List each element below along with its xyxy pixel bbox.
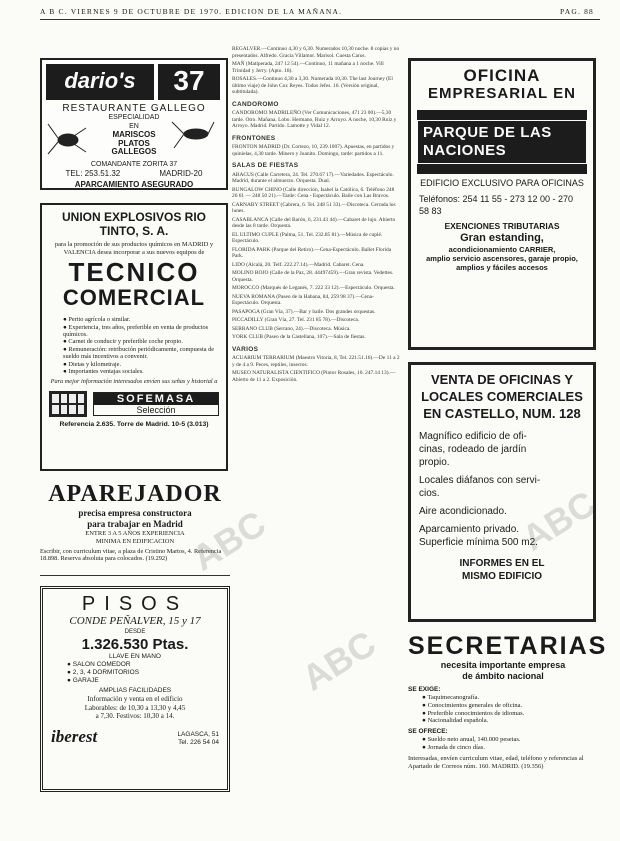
- darios-owner: COMANDANTE ZORITA 37: [90, 161, 178, 168]
- pisos-price: 1.326.530 Ptas.: [81, 636, 189, 653]
- parque-servicio: amplio servicio ascensores, garaje propio, amplios y fáciles accesos: [426, 254, 578, 272]
- watermark: ABC: [514, 482, 603, 559]
- listing-entry: YORK CLUB (Paseo de la Castellana, 107).—Sala de fiestas.: [232, 334, 366, 340]
- listing-entry: FRONTON MADRID (Dr. Cortezo, 10, 239.1007). Apuestas, en partidos y quinielas, 4,30 tarde. Minero y Juanito. Domingo, tarde: partidos a 11.: [232, 144, 395, 157]
- section-heading-varios: VARIOS: [232, 345, 259, 353]
- listing-entry: ABACUS (Calle Carretera, 24. Tel. 270.67 17).—Variedades. Espectáculo. Madrid, durante el almuerzo. Orquesta. Dual.: [232, 171, 394, 184]
- secretarias-exigen-head: SE EXIGE:: [408, 686, 441, 693]
- aparejador-body: Escribir, con curriculum vitae, a plaza de Cristino Martos, 4. Referencia 18.898. Reserva absoluta para colocados. (19.292): [40, 548, 222, 563]
- listing-entry: BUNGALOW CHINO (Calle dirección, Isabel la Católica, 6. Teléfono 248 26 61 — 248 50 21).—Tarde: Cena - Espectáculo. Baile con Las Bravos.: [232, 186, 395, 199]
- watermark: ABC: [184, 502, 273, 579]
- aparejador-line4: MINIMA EN EDIFICACION: [95, 538, 175, 545]
- castello-head2: LOCALES COMERCIALES: [421, 389, 583, 404]
- castello-line: Locales diáfanos con servi-: [419, 475, 541, 486]
- list-item: ● Experiencia, tres años, preferible en venta de productos químicos.: [63, 324, 219, 339]
- listing-entry: NUEVA ROMANA (Paseo de la Habana, 84, 259 98 37).—Cena-Espectáculo. Orquesta.: [232, 293, 374, 306]
- explosivos-footer: Para mejor información interesados envíen sus señas y historial a: [50, 378, 218, 386]
- section-heading-salas: SALAS DE FIESTAS: [232, 162, 299, 169]
- explosivos-title2: COMERCIAL: [62, 285, 206, 311]
- pisos-hours1: Laborables: de 10,30 a 13,30 y 4,45: [84, 703, 186, 712]
- page-number: PAG. 88: [560, 7, 594, 16]
- darios-specialty-5: GALLEGOS: [111, 147, 157, 156]
- explosivos-ad: [40, 203, 228, 471]
- list-item: ● 2, 3, 4 DORMITORIOS: [67, 669, 219, 677]
- list-item: ● Jornada de cinco días.: [422, 744, 598, 752]
- pisos-features: [51, 661, 219, 685]
- listing-entry: FLORIDA PARK (Parque del Retiro).—Cena-Espectáculo. Ballet Florida Park.: [232, 246, 392, 259]
- castello-line: cinas, rodeado de jardín: [419, 444, 527, 455]
- sofemasa-logo-icon: [49, 391, 87, 417]
- secretarias-exigen-list: [408, 694, 598, 725]
- list-item: ● Remuneración: retribución periódicamente, compuesta de sueldo más incentivos a convenir.: [63, 346, 219, 361]
- secretarias-ofrece-head: SE OFRECE:: [408, 728, 448, 736]
- castello-info1: INFORMES EN EL: [459, 558, 545, 569]
- castello-head3: EN CASTELLO, NUM. 128: [423, 406, 581, 421]
- secretarias-ad: [408, 632, 608, 800]
- castello-line: propio.: [419, 457, 450, 468]
- parque-head2: EMPRESARIAL EN: [428, 85, 576, 102]
- darios-specialty-4: PLATOS: [118, 138, 150, 148]
- parque-edificio: EDIFICIO EXCLUSIVO PARA OFICINAS: [420, 178, 584, 188]
- castello-line: Magnífico edificio de ofi-: [419, 431, 527, 442]
- darios-specialty-1: ESPECIALIDAD: [108, 114, 160, 121]
- list-item: ● Importantes ventajas sociales.: [63, 368, 219, 375]
- sofemasa-sub: Selección: [136, 404, 176, 415]
- list-item: ● Taquimecanografía.: [422, 694, 598, 702]
- iberest-phone: Tel. 226 54 04: [178, 738, 219, 746]
- pisos-keys: LLAVE EN MANO: [109, 653, 161, 660]
- castello-line: Aire acondicionado.: [419, 506, 507, 517]
- aparejador-line3: ENTRE 3 A 5 AÑOS EXPERIENCIA: [85, 530, 185, 537]
- masthead: [40, 7, 600, 20]
- darios-subtitle: RESTAURANTE GALLEGO: [62, 103, 206, 114]
- list-item: ● Preferible conocimientos de idiomas.: [422, 710, 598, 718]
- listing-entry: EL ULTIMO CUPLE (Palma, 51. Tel. 232.85 81).—Música de cuplé. Espectáculo.: [232, 231, 383, 244]
- parque-standing: Gran estanding,: [460, 232, 544, 244]
- parque-carrier: acondicionamiento CARRIER,: [448, 245, 556, 254]
- list-item: ● Conocimientos generales de oficina.: [422, 702, 598, 710]
- castello-line: cios.: [419, 488, 440, 499]
- list-item: ● Dietas y kilometraje.: [63, 361, 219, 368]
- listings-column: [232, 46, 400, 831]
- list-item: ● SALON COMEDOR: [67, 661, 219, 669]
- parque-tel-label: Teléfonos:: [419, 194, 461, 204]
- list-item: ● Nacionalidad española.: [422, 717, 598, 725]
- iberest-logo: iberest: [51, 726, 98, 746]
- parque-exenciones: EXENCIONES TRIBUTARIAS: [444, 221, 560, 231]
- secretarias-footer: Interesadas, envíen curriculum vitae, edad, teléfono y referencias al Apartado de Correos núm. 160. MADRID. (19.356): [408, 754, 584, 770]
- sofemasa-name: SOFEMASA: [94, 393, 218, 405]
- secretarias-title: SECRETARIAS: [408, 632, 608, 660]
- listing-entry: MAÑ (Matiperada, 247 12 54).—Continuo, 11 mañana a 1 noche. Vill Trinidad y Jerry. (Apto. 18).: [232, 61, 384, 74]
- listing-entry: LIDO (Alcalá, 20. Telf. 222.27.14).—Madrid. Cabaret. Cena.: [232, 261, 365, 268]
- parque-phones: 254 11 55 - 273 12 00 - 270 58 83: [419, 194, 573, 216]
- darios-specialty-2: EN: [129, 122, 139, 130]
- list-item: ● Sueldo neto anual, 140.000 pesetas.: [422, 736, 598, 744]
- list-item: ● Carnet de conducir y preferible coche propio.: [63, 338, 219, 345]
- section-heading-candoromo: CANDOROMO: [232, 100, 279, 108]
- castello-line: Superficie mínima 500 m2.: [419, 537, 538, 548]
- section-heading-frontones: FRONTONES: [232, 134, 276, 142]
- secretarias-ofrece-list: [408, 736, 598, 752]
- darios-logo: dario's: [46, 64, 154, 100]
- listing-entry: CARNABY STREET (Cabrera, 6. Tel. 248 51 33).—Discoteca. Cerrada los lunes.: [232, 201, 396, 214]
- listing-entry: PICCADILLY (Gran Vía, 27. Tel. 231 85 78).—Discoteca.: [232, 317, 360, 323]
- aparejador-line1: precisa empresa constructora: [78, 508, 192, 518]
- listing-entry: ROSALES.—Continuo 4,30 a 3,30. Numerada 10,30. The last Journey (El último viaje) de John Cox Reyes. Todos Jefes. 16. (Versión original, subtitulada).: [232, 76, 393, 95]
- listing-entry: PASAPOGA (Gran Vía, 37).—Bar y baile. Dos grandes orquestas.: [232, 308, 376, 315]
- listing-entry: MOLINO ROJO (Calle de la Paz, 28. 44497459).—Gran revista. Vedettes. Orquesta.: [232, 270, 394, 283]
- parque-brand: PARQUE DE LAS NACIONES: [423, 124, 552, 159]
- listing-entry: MOROCCO (Marqués de Leganés, 7. 222 33 12).—Espectáculo. Orquesta.: [232, 285, 395, 291]
- darios-specialty-3: MARISCOS: [112, 130, 156, 139]
- listing-entry: SERRANO CLUB (Serrano, 24).—Discoteca. Música.: [232, 325, 351, 332]
- pisos-desde: DESDE: [124, 629, 146, 635]
- darios-number: 37: [158, 64, 220, 100]
- masthead-text: A B C. VIERNES 9 DE OCTUBRE DE 1970. EDICION DE LA MAÑANA.: [40, 7, 343, 16]
- castello-head1: VENTA DE OFICINAS Y: [430, 372, 574, 387]
- listing-entry: REGALVER.—Continuo 4,30 y 6,30. Numerados 10,30 noche. 8 copias y no presentados. Alfredo. Gracia Villamor. Marisol. Cuesta Caros.: [232, 46, 400, 59]
- explosivos-company: UNION EXPLOSIVOS RIO TINTO, S. A.: [61, 210, 207, 238]
- listing-entry: CANDOROMO MADRILEÑO (Ver Comunicaciones, 471 23 00).—5,30 tarde. Otro. Mañana. Lobo. Hermano, Ruiz y Arroyo. A noche, 10,30 Ruiz y Arroyo. Madrid. Partido. Lamotte y Vidal 12.: [232, 110, 397, 129]
- explosivos-bullets: [49, 316, 219, 375]
- explosivos-intro: para la promoción de sus productos químicos en MADRID y VALENCIA desea incorporar a sus nuevos equipos de: [54, 241, 214, 256]
- aparejador-line2: para trabajar en Madrid: [87, 519, 183, 529]
- pisos-ad: [40, 586, 230, 792]
- explosivos-ref: Referencia 2.635. Torre de Madrid. 10-5 (3.013): [59, 420, 209, 428]
- explosivos-title1: TECNICO: [68, 257, 200, 288]
- listing-entry: MUSEO NATURALISTA CIENTIFICO (Pintor Rosales, 10. 247.14 13).—Abierto de 11 a 2. Exposición.: [232, 370, 396, 383]
- list-item: ● Perito agrícola o similar.: [63, 316, 219, 323]
- darios-parking: APARCAMIENTO ASEGURADO: [74, 180, 194, 189]
- pisos-facilities: AMPLIAS FACILIDADES: [98, 687, 172, 694]
- iberest-address: LAGASCA, 51: [177, 730, 219, 738]
- parque-ad: [408, 58, 596, 350]
- pisos-address: CONDE PEÑALVER, 15 y 17: [69, 615, 201, 627]
- secretarias-sub1: necesita importante empresa: [440, 660, 566, 670]
- watermark: ABC: [294, 622, 383, 699]
- castello-info2: MISMO EDIFICIO: [462, 571, 542, 582]
- castello-line: Aparcamiento privado.: [419, 524, 520, 535]
- darios-city: MADRID-20: [159, 169, 203, 178]
- pisos-hours2: a 7,30. Festivos: 10,30 a 14.: [95, 712, 175, 720]
- aparejador-title: APAREJADOR: [48, 481, 222, 507]
- listing-entry: ACUARIUM TERRARIUM (Maestro Vitoria, 8, Tel. 221.51.16).—De 11 a 2 y de 4 a 9. Peces, reptiles, insectos.: [232, 355, 400, 368]
- parque-head1: OFICINA: [463, 66, 541, 85]
- darios-ad: [40, 58, 228, 190]
- listing-entry: CASABLANCA (Calle del Barón, 6, 231.43 44).—Cabaret de lujo. Abierto desde las 8 tarde. Orquesta.: [232, 216, 396, 229]
- pisos-info: Información y venta en el edificio: [87, 695, 183, 703]
- list-item: ● GARAJE: [67, 677, 219, 685]
- darios-phone: TEL: 253.51.32: [65, 169, 121, 178]
- pisos-title: PISOS: [81, 593, 189, 615]
- secretarias-sub2: de ámbito nacional: [462, 671, 544, 681]
